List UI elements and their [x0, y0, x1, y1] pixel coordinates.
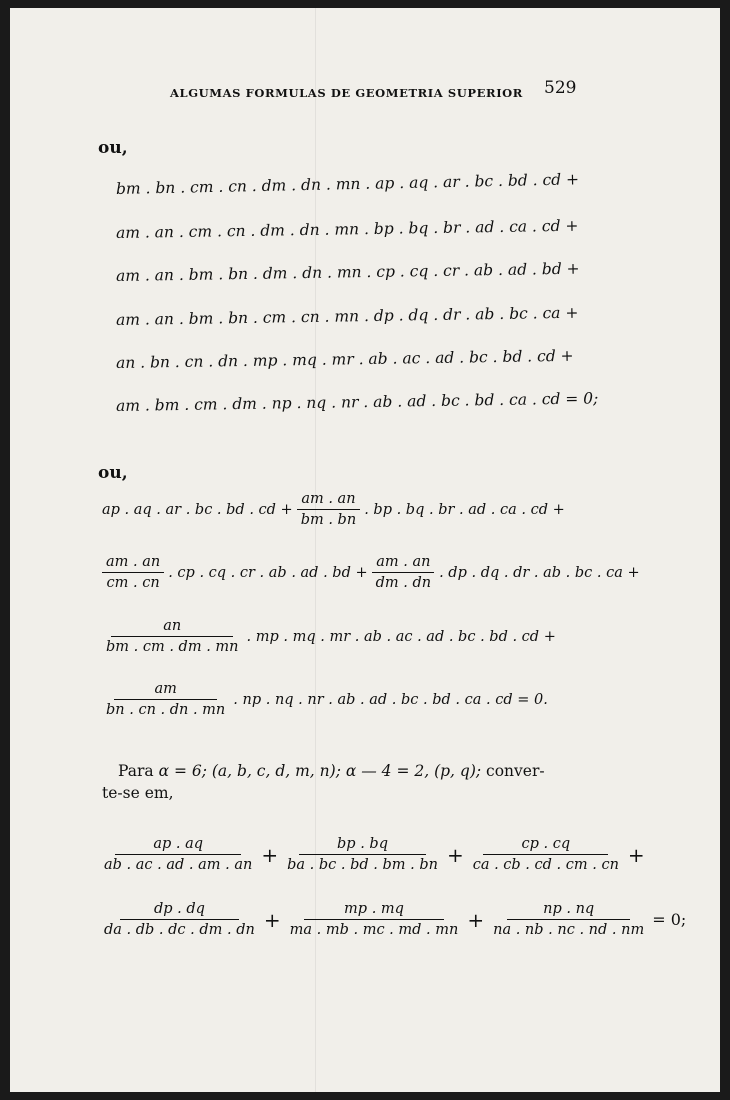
fraction-denominator: dm . dn — [375, 575, 432, 591]
fraction — [297, 491, 360, 528]
equation-line-5: an . bn . cn . dn . mp . mq . mr . ab . ac . ad . bc . bd . cd + — [115, 346, 574, 372]
fraction — [489, 901, 648, 938]
equation-line-1: bm . bn . cm . cn . dm . dn . mn . ap . aq . ar . bc . bd . cd + — [115, 170, 580, 198]
fraction-denominator: cm . cn — [106, 575, 160, 591]
running-header: ALGUMAS FORMULAS DE GEOMETRIA SUPERIOR — [170, 86, 523, 100]
fraction-numerator: np . nq — [507, 901, 630, 920]
word-ou-1: ou, — [98, 138, 128, 158]
equation-line-6: am . bm . cm . dm . np . nq . nr . ab . ad . bc . bd . ca . cd = 0; — [115, 389, 599, 415]
fraction — [283, 836, 442, 873]
equation-line-3: am . an . bm . bn . dm . dn . mn . cp . cq . cr . ab . ad . bd + — [115, 259, 580, 285]
fraction-denominator: na . nb . nc . nd . nm — [493, 922, 645, 938]
fraction — [102, 554, 164, 591]
plus-sign: + — [263, 907, 281, 932]
paragraph-text: Para — [118, 762, 159, 780]
fraction-denominator: ab . ac . ad . am . an — [104, 857, 253, 873]
plus-sign: + — [261, 842, 279, 867]
fraction-numerator: an — [111, 618, 233, 637]
fraction — [100, 836, 256, 873]
equation-row-2-4 — [100, 681, 550, 718]
fraction-numerator: am . an — [372, 554, 434, 573]
fraction — [372, 554, 435, 591]
paragraph — [102, 760, 582, 804]
term-text: . mp . mq . mr . ab . ac . ad . bc . bd . cd + — [246, 628, 556, 645]
fraction — [102, 681, 229, 718]
equation-row-3-1 — [98, 836, 648, 873]
fraction — [469, 836, 623, 873]
plus-sign: + — [467, 907, 485, 932]
fraction-numerator: am . an — [102, 554, 164, 573]
paragraph-text: conver- — [481, 762, 545, 780]
document-page — [10, 8, 720, 1092]
paragraph-text: te-se em, — [102, 784, 174, 802]
fraction-denominator: ma . mb . mc . md . mn — [289, 922, 459, 938]
equation-row-2-1 — [100, 491, 567, 528]
plus-sign: + — [627, 842, 645, 867]
word-ou-2: ou, — [98, 463, 128, 483]
fraction-denominator: ba . bc . bd . bm . bn — [287, 857, 438, 873]
fraction-numerator: am . an — [297, 491, 359, 510]
equals-zero: = 0; — [652, 910, 687, 929]
fraction-numerator: cp . cq — [483, 836, 608, 855]
fraction-denominator: ca . cb . cd . cm . cn — [472, 857, 619, 873]
page-number: 529 — [544, 78, 577, 98]
term-text: . np . nq . nr . ab . ad . bc . bd . ca . cd = 0. — [233, 691, 548, 708]
fraction-numerator: ap . aq — [115, 836, 241, 855]
fraction-denominator: bn . cn . dn . mn — [106, 702, 226, 718]
term-text: ap . aq . ar . bc . bd . cd + — [102, 501, 293, 518]
term-text: . dp . dq . dr . ab . bc . ca + — [439, 564, 640, 581]
fraction-denominator: bm . cm . dm . mn — [106, 639, 239, 655]
term-text: . bp . bq . br . ad . ca . cd + — [364, 501, 565, 518]
equation-line-2: am . an . cm . cn . dm . dn . mn . bp . bq . br . ad . ca . cd + — [115, 216, 579, 242]
equation-line-4: am . an . bm . bn . cm . cn . mn . dp . dq . dr . ab . bc . ca + — [115, 303, 579, 329]
plus-sign: + — [446, 842, 464, 867]
paragraph-math: α = 6; (a, b, c, d, m, n); α — 4 = 2, (p, q); — [158, 762, 482, 780]
equation-row-2-2 — [100, 554, 642, 591]
equation-row-2-3 — [100, 618, 558, 655]
fraction — [286, 901, 463, 938]
fraction — [102, 618, 243, 655]
fraction-denominator: da . db . dc . dm . dn — [104, 922, 255, 938]
fraction-numerator: bp . bq — [299, 836, 426, 855]
equation-row-3-2 — [98, 901, 688, 938]
term-text: . cp . cq . cr . ab . ad . bd + — [168, 564, 368, 581]
fraction-numerator: mp . mq — [304, 901, 444, 920]
fraction — [100, 901, 259, 938]
fraction-denominator: bm . bn — [300, 512, 357, 528]
fraction-numerator: dp . dq — [120, 901, 239, 920]
fraction-numerator: am — [114, 681, 216, 700]
